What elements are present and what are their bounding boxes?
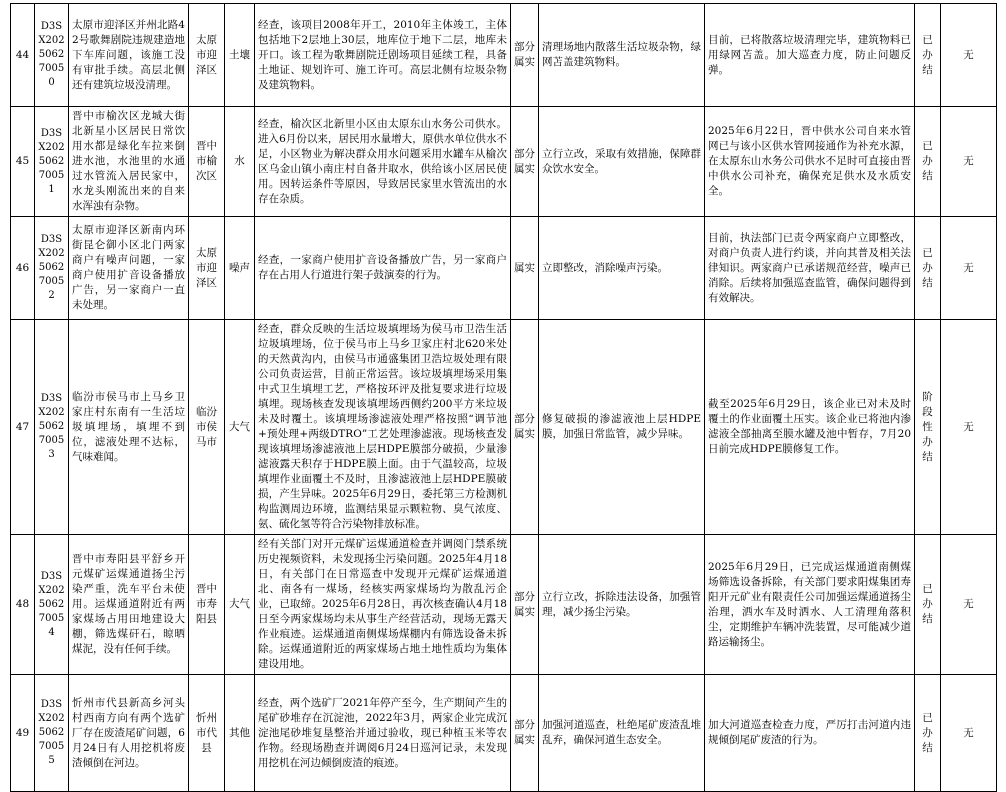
rectification-measures: 立行立改，拆除违法设备，加强管理，减少扬尘污染。 [539,535,705,675]
region-cell: 临汾市侯马市 [189,320,225,535]
rectification-results: 加大河道巡查检查力度，严厉打击河道内违规倾倒尾矿废渣的行为。 [705,675,915,792]
pollution-type: 水 [225,107,255,217]
region-cell: 忻州市代县 [189,675,225,792]
region-cell: 太原市迎泽区 [189,217,225,320]
rectification-results: 目前，执法部门已责令两家商户立即整改，对商户负责人进行约谈，并向其普及相关法律知识。两家商户已承诺规范经营，噪声已消除。后续将加强巡查监管，确保问题得到有效解决。 [705,217,915,320]
extra-cell: 无 [941,320,997,535]
investigation-findings: 经查，群众反映的生活垃圾填埋场为侯马市卫浩生活垃圾填埋场，位于侯马市上马乡卫家庄村北620米处的天然黄沟内，由侯马市通盛集团卫浩垃圾处理有限公司负责运营，目前正常运营。该垃圾填埋场采用集中式卫生填埋工艺，严格按环评及批复要求进行垃圾填埋。现场核查发现该填埋场西侧约200平方米垃圾未及时覆土。该填埋场渗滤液处理严格按照“调节池+预处理+两级DTRO”工艺处理渗滤液。现场核查发现该填埋场渗滤液池上层HDPE膜部分破损，少量渗滤液露天积存于HDPE膜上面。由于气温较高，垃圾填埋作业面覆土不及时，且渗滤液池上层HDPE膜破损，产生异味。2025年6月29日，委托第三方检测机构监测周边环境，监测结果显示颗粒物、臭气浓度、氨、硫化氢等符合污染物排放标准。 [255,320,511,535]
rectification-measures: 立行立改，采取有效措施，保障群众饮水安全。 [539,107,705,217]
case-code: D3SX202506270051 [35,107,69,217]
row-number: 49 [11,675,35,792]
verdict-cell: 属实 [511,217,539,320]
complaint-table [10,3,997,792]
verdict-cell: 部分属实 [511,320,539,535]
status-cell: 已办结 [915,535,941,675]
extra-cell: 无 [941,107,997,217]
row-number: 46 [11,217,35,320]
rectification-results: 2025年6月22日，晋中供水公司自来水管网已与该小区供水管网接通作为补充水源，在太原东山水务公司供水不足时可直接由晋中供水公司补充，确保充足供水及水质安全。 [705,107,915,217]
pollution-type: 噪声 [225,217,255,320]
rectification-measures: 清理场地内散落生活垃圾杂物，绿网苫盖建筑物料。 [539,4,705,107]
region-cell: 太原市迎泽区 [189,4,225,107]
case-code: D3SX202506270050 [35,4,69,107]
case-code: D3SX202506270053 [35,320,69,535]
verdict-cell: 部分属实 [511,535,539,675]
status-cell: 阶段性办结 [915,320,941,535]
verdict-cell: 部分属实 [511,4,539,107]
table-row [11,217,997,320]
complaint-description: 太原市迎泽区新南内环街昆仑御小区北门两家商户有噪声问题，一家商户使用扩音设备播放广告，另一家商户一直未处理。 [69,217,189,320]
extra-cell: 无 [941,535,997,675]
table-row [11,4,997,107]
investigation-findings: 经查，榆次区北新里小区由太原东山水务公司供水。进入6月份以来，居民用水量增大，原供水单位供水不足，小区物业为解决群众用水问题采用水罐车从榆次区乌金山镇小南庄村自备井取水，供给该小区居民使用。因转运条件等原因，导致居民家里水管流出的水存在杂质。 [255,107,511,217]
rectification-measures: 立即整改，消除噪声污染。 [539,217,705,320]
complaint-description: 太原市迎泽区并州北路42号歌舞剧院违规建造地下车库问题，该施工没有审批手续。高层北侧还有建筑垃圾没清理。 [69,4,189,107]
investigation-findings: 经有关部门对开元煤矿运煤通道检查并调阅门禁系统历史视频资料，未发现扬尘污染问题。2025年4月18日，有关部门在日常巡查中发现开元煤矿运煤通道北、南各有一煤场，经核实两家煤场均为散乱污企业，已取缔。2025年6月28日，再次核查确认4月18日至今两家煤场均未从事生产经营活动，现场无露天作业痕迹。运煤通道南侧煤场煤棚内有筛选设备未拆除。运煤通道附近的两家煤场占地土地性质均为集体建设用地。 [255,535,511,675]
complaint-description: 晋中市寿阳县平舒乡开元煤矿运煤通道扬尘污染严重，洗车平台未使用。运煤通道附近有两家煤场占用田地建设大棚，筛选煤矸石，晾晒煤泥，没有任何手续。 [69,535,189,675]
complaint-description: 忻州市代县新高乡河头村西南方向有两个选矿厂存在废渣尾矿问题，6月24日有人用挖机将废渣倾倒在河边。 [69,675,189,792]
row-number: 47 [11,320,35,535]
case-code: D3SX202506270052 [35,217,69,320]
pollution-type: 大气 [225,320,255,535]
investigation-findings: 经查，该项目2008年开工，2010年主体竣工，主体包括地下2层地上30层，地库位于地下二层，地库未开口。该工程为歌舞剧院迁剧场项目延续工程，具备土地证、规划许可、施工许可。高层北侧有垃圾杂物及建筑物料。 [255,4,511,107]
table-row [11,535,997,675]
rectification-results: 2025年6月29日，已完成运煤通道南侧煤场筛选设备拆除，有关部门要求阳煤集团寿阳开元矿业有限责任公司加强运煤通道扬尘治理，洒水车及时洒水、人工清理角落积尘，定期维护车辆冲洗装置，尽可能减少道路运输扬尘。 [705,535,915,675]
table-row [11,320,997,535]
status-cell: 已办结 [915,675,941,792]
row-number: 48 [11,535,35,675]
status-cell: 已办结 [915,4,941,107]
table-row [11,107,997,217]
verdict-cell: 部分属实 [511,675,539,792]
row-number: 45 [11,107,35,217]
rectification-results: 目前，已将散落垃圾清理完毕，建筑物料已用绿网苫盖。加大巡查力度，防止问题反弹。 [705,4,915,107]
pollution-type: 土壤 [225,4,255,107]
status-cell: 已办结 [915,217,941,320]
extra-cell: 无 [941,217,997,320]
region-cell: 晋中市寿阳县 [189,535,225,675]
verdict-cell: 部分属实 [511,107,539,217]
rectification-results: 截至2025年6月29日，该企业已对未及时覆土的作业面覆土压实。该企业已将池内渗滤液全部抽离至膜水罐及池中暂存，7月20日前完成HDPE膜修复工作。 [705,320,915,535]
investigation-findings: 经查，两个选矿厂2021年停产至今，生产期间产生的尾矿砂堆存在沉淀池，2022年3月，两家企业完成沉淀池尾砂堆复垦整治并通过验收，现已种植玉米等农作物。经现场勘查并调阅6月24日巡河记录，未发现用挖机在河边倾倒废渣的痕迹。 [255,675,511,792]
extra-cell: 无 [941,675,997,792]
pollution-type: 大气 [225,535,255,675]
case-code: D3SX202506270055 [35,675,69,792]
row-number: 44 [11,4,35,107]
pollution-type: 其他 [225,675,255,792]
complaint-description: 临汾市侯马市上马乡卫家庄村东南有一生活垃圾填埋场，填埋不到位，滤液处理不达标，气味难闻。 [69,320,189,535]
region-cell: 晋中市榆次区 [189,107,225,217]
rectification-measures: 修复破损的渗滤液池上层HDPE膜，加强日常监管，减少异味。 [539,320,705,535]
extra-cell: 无 [941,4,997,107]
investigation-findings: 经查，一家商户使用扩音设备播放广告，另一家商户存在占用人行道进行架子鼓演奏的行为。 [255,217,511,320]
table-row [11,675,997,792]
table-body [11,4,997,792]
rectification-measures: 加强河道巡查，杜绝尾矿废渣乱堆乱弃，确保河道生态安全。 [539,675,705,792]
complaint-description: 晋中市榆次区龙城大街北新星小区居民日常饮用水都是绿化车拉来倒进水池，水池里的水通过水管流入居民家中，水龙头刚流出来的自来水浑浊有杂物。 [69,107,189,217]
status-cell: 已办结 [915,107,941,217]
case-code: D3SX202506270054 [35,535,69,675]
